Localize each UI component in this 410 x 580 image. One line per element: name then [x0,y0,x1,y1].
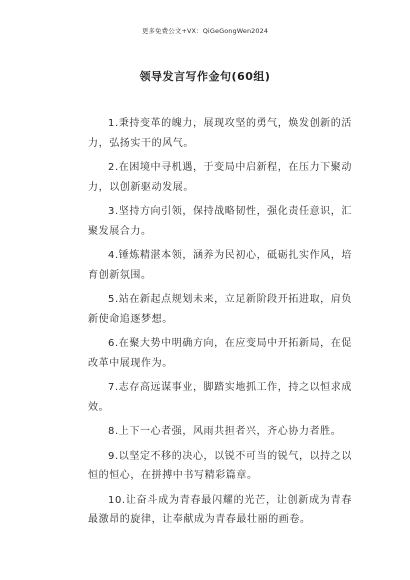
paragraph: 10.让奋斗成为青春最闪耀的光芒，让创新成为青春最激昂的旋律，让奉献成为青春最壮丽的画卷。 [88,494,352,525]
paragraph: 8.上下一心者强，风雨共担者兴，齐心协力者胜。 [108,426,342,437]
paragraph: 7.志存高远谋事业，脚踏实地抓工作，持之以恒求成效。 [88,382,352,413]
paragraph: 6.在聚大势中明确方向，在应变局中开拓新局，在促改革中展现作为。 [88,338,352,369]
header-note: 更多免费公文+VX：QiGeGongWen2024 [141,27,269,35]
paragraph: 3.坚持方向引领，保持战略韧性，强化责任意识，汇聚发展合力。 [88,206,352,237]
paragraph: 4.锤炼精湛本领，涵养为民初心，砥砺扎实作风，培育创新氛围。 [88,250,352,281]
paragraph: 5.站在新起点规划未来，立足新阶段开拓进取，肩负新使命追逐梦想。 [88,294,352,325]
paragraph: 2.在困境中寻机遇，于变局中启新程，在压力下聚动力，以创新驱动发展。 [88,162,352,193]
document-body [88,114,352,535]
paragraph: 1.秉持变革的魄力，展现攻坚的勇气，焕发创新的活力，弘扬实干的风气。 [88,118,352,149]
page-title: 领导发言写作金句(60组) [139,70,271,83]
paragraph: 9.以坚定不移的决心，以锐不可当的锐气，以持之以恒的恒心，在拼搏中书写精彩篇章。 [88,450,352,481]
